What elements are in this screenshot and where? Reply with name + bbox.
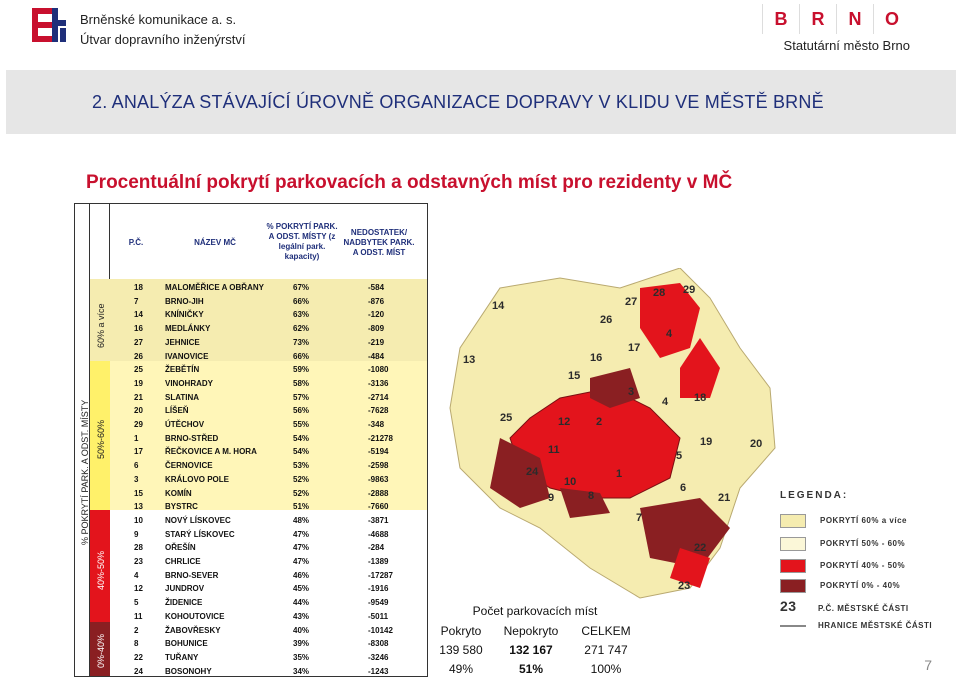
legend-swatch bbox=[780, 537, 806, 551]
count-header: Pokryto bbox=[440, 624, 482, 638]
row-district-name: BYSTRC bbox=[165, 502, 198, 512]
table-row bbox=[110, 514, 424, 527]
map-district-number: 5 bbox=[676, 450, 683, 462]
row-deficit: -484 bbox=[368, 351, 385, 361]
row-pc: 13 bbox=[134, 502, 143, 512]
row-district-name: CHRLICE bbox=[165, 557, 201, 566]
table-row bbox=[110, 404, 424, 417]
row-percent: 53% bbox=[293, 461, 310, 471]
row-deficit: -120 bbox=[368, 310, 385, 320]
row-deficit: -4688 bbox=[368, 529, 389, 539]
row-district-name: KNÍNIČKY bbox=[165, 310, 204, 320]
row-district-name: KOHOUTOVICE bbox=[165, 611, 225, 621]
table-row bbox=[110, 281, 424, 294]
row-percent: 46% bbox=[293, 570, 310, 580]
row-district-name: TUŘANY bbox=[165, 652, 199, 662]
category-label-50: 50%-60% bbox=[96, 419, 106, 459]
table-row bbox=[110, 665, 424, 678]
count-summary bbox=[428, 600, 642, 678]
row-deficit: -348 bbox=[368, 420, 385, 429]
row-deficit: -2714 bbox=[368, 392, 389, 402]
row-pc: 20 bbox=[134, 406, 143, 416]
legend-item: POKRYTÍ 0% - 40% bbox=[780, 579, 900, 593]
header-pc: P.Č. bbox=[128, 238, 144, 247]
legend-swatch bbox=[780, 514, 806, 528]
count-percent: 49% bbox=[448, 662, 474, 676]
org-name: Brněnské komunikace a. s. bbox=[80, 12, 237, 27]
row-deficit: -3136 bbox=[368, 378, 389, 388]
map-district-number: 4 bbox=[662, 396, 669, 408]
row-percent: 48% bbox=[293, 515, 310, 525]
row-deficit: -3246 bbox=[368, 652, 389, 662]
count-percent: 51% bbox=[518, 662, 544, 676]
map-district-number: 6 bbox=[680, 482, 687, 494]
map-district-number: 21 bbox=[718, 492, 731, 504]
row-deficit: -5194 bbox=[368, 447, 389, 457]
org-department: Útvar dopravního inženýrství bbox=[80, 32, 246, 47]
row-deficit: -9549 bbox=[368, 598, 389, 608]
row-deficit: -7628 bbox=[368, 406, 389, 416]
row-pc: 29 bbox=[134, 420, 143, 429]
legend-item: HRANICE MĚSTSKÉ ČÁSTI bbox=[780, 621, 932, 630]
table-row bbox=[110, 651, 424, 664]
map-district-number: 1 bbox=[616, 468, 623, 480]
row-district-name: ŽABOVŘESKY bbox=[165, 625, 221, 635]
map-district-number: 26 bbox=[600, 314, 613, 326]
map-district-number: 7 bbox=[636, 512, 643, 524]
table-row bbox=[110, 582, 424, 595]
side-label: % POKRYTÍ PARK. A ODST. MÍSTY bbox=[80, 399, 90, 545]
map-district-number: 20 bbox=[750, 438, 763, 450]
map-district-number: 18 bbox=[694, 392, 707, 404]
row-district-name: ČERNOVICE bbox=[165, 461, 213, 471]
row-deficit: -584 bbox=[368, 283, 385, 292]
count-header: CELKEM bbox=[581, 624, 631, 638]
map-district-number: 11 bbox=[548, 444, 560, 456]
row-percent: 52% bbox=[293, 488, 310, 498]
table-row bbox=[110, 295, 424, 308]
table-row bbox=[110, 596, 424, 609]
row-deficit: -1916 bbox=[368, 584, 389, 594]
row-percent: 55% bbox=[293, 420, 310, 429]
row-percent: 40% bbox=[293, 625, 310, 635]
row-pc: 19 bbox=[134, 378, 143, 388]
count-value: 139 580 bbox=[439, 643, 483, 657]
row-deficit: -1243 bbox=[368, 666, 389, 676]
row-percent: 57% bbox=[293, 392, 310, 402]
row-percent: 54% bbox=[293, 433, 310, 443]
row-pc: 10 bbox=[134, 515, 143, 525]
table-row bbox=[110, 350, 424, 363]
row-pc: 3 bbox=[134, 474, 139, 484]
legend-swatch bbox=[780, 579, 806, 593]
row-pc: 5 bbox=[134, 598, 139, 608]
map-district-number: 27 bbox=[625, 296, 638, 308]
table-row bbox=[110, 541, 424, 554]
row-percent: 62% bbox=[293, 324, 310, 334]
row-percent: 44% bbox=[293, 598, 310, 608]
row-percent: 58% bbox=[293, 378, 310, 388]
row-pc: 16 bbox=[134, 324, 143, 334]
table-row bbox=[110, 624, 424, 637]
map-district-number: 10 bbox=[564, 476, 577, 488]
count-value: 271 747 bbox=[584, 643, 628, 657]
row-deficit: -1080 bbox=[368, 365, 389, 375]
row-percent: 45% bbox=[293, 584, 310, 594]
row-district-name: NOVÝ LÍSKOVEC bbox=[165, 515, 231, 525]
row-percent: 66% bbox=[293, 351, 310, 361]
row-percent: 52% bbox=[293, 474, 310, 484]
table-row bbox=[110, 569, 424, 582]
table-row bbox=[110, 500, 424, 513]
row-district-name: LÍŠEŇ bbox=[165, 406, 189, 416]
row-deficit: -876 bbox=[368, 296, 385, 306]
header bbox=[0, 0, 960, 68]
map-district-number: 23 bbox=[678, 580, 691, 592]
slide-subtitle: Procentuální pokrytí parkovacích a odstavných míst pro rezidenty v MČ bbox=[86, 172, 733, 193]
table-row bbox=[110, 637, 424, 650]
row-pc: 25 bbox=[134, 365, 143, 375]
row-pc: 21 bbox=[134, 392, 143, 402]
row-deficit: -8308 bbox=[368, 639, 389, 649]
map-district-number: 2 bbox=[596, 416, 603, 428]
row-pc: 26 bbox=[134, 351, 143, 361]
table-row bbox=[110, 555, 424, 568]
map-district-number: 24 bbox=[526, 466, 539, 478]
row-district-name: ŘEČKOVICE A M. HORA bbox=[165, 447, 257, 457]
row-pc: 1 bbox=[134, 433, 139, 443]
table-row bbox=[110, 391, 424, 404]
legend-symbol: 23 bbox=[780, 598, 797, 614]
row-percent: 47% bbox=[293, 529, 310, 539]
page-number: 7 bbox=[924, 657, 932, 673]
row-district-name: SLATINA bbox=[165, 392, 200, 402]
table-row bbox=[110, 487, 424, 500]
row-district-name: ŽIDENICE bbox=[165, 598, 203, 608]
row-deficit: -7660 bbox=[368, 502, 389, 512]
table-row bbox=[110, 418, 424, 431]
map-district-number: 8 bbox=[588, 490, 595, 502]
row-deficit: -1389 bbox=[368, 557, 389, 566]
map-district-number: 13 bbox=[463, 354, 476, 366]
count-header: Nepokryto bbox=[503, 624, 559, 638]
table-row bbox=[110, 377, 424, 390]
map-district-number: 28 bbox=[653, 287, 666, 299]
section-title: 2. ANALÝZA STÁVAJÍCÍ ÚROVNĚ ORGANIZACE DOPRAVY V KLIDU VE MĚSTĚ BRNĚ bbox=[92, 92, 824, 112]
map-district-number: 22 bbox=[694, 542, 707, 554]
legend-line bbox=[780, 625, 806, 627]
row-district-name: MALOMĚŘICE A OBŘANY bbox=[165, 283, 264, 292]
table-row bbox=[110, 363, 424, 376]
row-deficit: -10142 bbox=[368, 625, 393, 635]
table-row bbox=[110, 322, 424, 335]
row-district-name: BRNO-STŘED bbox=[165, 433, 219, 443]
row-district-name: VINOHRADY bbox=[165, 378, 214, 388]
row-pc: 18 bbox=[134, 283, 143, 292]
table-row bbox=[110, 459, 424, 472]
header-name: NÁZEV MČ bbox=[194, 238, 236, 247]
row-percent: 66% bbox=[293, 296, 310, 306]
table-row bbox=[110, 445, 424, 458]
row-district-name: IVANOVICE bbox=[165, 351, 209, 361]
map-district-number: 3 bbox=[628, 386, 635, 398]
row-percent: 51% bbox=[293, 502, 310, 512]
map-district-number: 4 bbox=[666, 328, 673, 340]
row-district-name: MEDLÁNKY bbox=[165, 324, 211, 334]
row-percent: 59% bbox=[293, 365, 310, 375]
map-district-number: 29 bbox=[683, 284, 696, 296]
table-row bbox=[110, 308, 424, 321]
map-district-number: 12 bbox=[558, 416, 571, 428]
row-district-name: BRNO-SEVER bbox=[165, 570, 219, 580]
map-district-number: 17 bbox=[628, 342, 641, 354]
count-title: Počet parkovacích míst bbox=[472, 604, 598, 618]
legend-item: POKRYTÍ 60% a více bbox=[780, 514, 907, 528]
row-percent: 39% bbox=[293, 639, 310, 649]
table-row bbox=[110, 528, 424, 541]
count-value: 132 167 bbox=[509, 643, 553, 657]
city-label: Statutární město Brno bbox=[783, 38, 910, 53]
row-district-name: ŽEBĚTÍN bbox=[165, 365, 200, 375]
legend-swatch bbox=[780, 559, 806, 573]
row-percent: 73% bbox=[293, 337, 310, 347]
row-pc: 4 bbox=[134, 570, 139, 580]
category-label-40: 40%-50% bbox=[96, 550, 106, 590]
row-deficit: -219 bbox=[368, 337, 385, 347]
row-percent: 54% bbox=[293, 447, 310, 457]
row-pc: 8 bbox=[134, 639, 139, 649]
row-percent: 47% bbox=[293, 543, 310, 553]
legend-item: POKRYTÍ 40% - 50% bbox=[780, 559, 905, 573]
row-district-name: BOSONOHY bbox=[165, 666, 212, 676]
row-percent: 34% bbox=[293, 666, 310, 676]
row-pc: 22 bbox=[134, 652, 143, 662]
row-deficit: -3871 bbox=[368, 515, 389, 525]
category-label-60: 60% a více bbox=[96, 303, 106, 348]
map-district-number: 25 bbox=[500, 412, 513, 424]
map-district-number: 14 bbox=[492, 300, 505, 312]
table-row bbox=[110, 432, 424, 445]
row-deficit: -9863 bbox=[368, 474, 389, 484]
row-district-name: BRNO-JIH bbox=[165, 296, 204, 306]
row-deficit: -17287 bbox=[368, 570, 393, 580]
brno-letter: N bbox=[836, 4, 873, 34]
row-percent: 67% bbox=[293, 283, 310, 292]
row-pc: 11 bbox=[134, 611, 143, 621]
row-pc: 2 bbox=[134, 625, 139, 635]
row-pc: 12 bbox=[134, 584, 143, 594]
legend-title: LEGENDA: bbox=[780, 490, 849, 501]
row-pc: 9 bbox=[134, 529, 139, 539]
row-district-name: JUNDROV bbox=[165, 584, 205, 594]
map-district-number: 16 bbox=[590, 352, 603, 364]
row-pc: 14 bbox=[134, 310, 143, 320]
row-district-name: KOMÍN bbox=[165, 488, 192, 498]
map-district-number: 15 bbox=[568, 370, 581, 382]
row-deficit: -2888 bbox=[368, 488, 389, 498]
row-deficit: -21278 bbox=[368, 433, 393, 443]
brno-logo bbox=[762, 4, 910, 34]
row-pc: 17 bbox=[134, 447, 143, 457]
row-deficit: -5011 bbox=[368, 611, 389, 621]
map-district-number: 9 bbox=[548, 492, 555, 504]
row-pc: 24 bbox=[134, 666, 143, 676]
row-district-name: ÚTĚCHOV bbox=[165, 420, 205, 429]
row-deficit: -2598 bbox=[368, 461, 389, 471]
row-pc: 23 bbox=[134, 557, 143, 566]
table-row bbox=[110, 473, 424, 486]
header-deficit: NEDOSTATEK/ NADBYTEK PARK. A ODST. MÍST bbox=[343, 228, 415, 257]
row-district-name: KRÁLOVO POLE bbox=[165, 474, 230, 484]
legend-item: POKRYTÍ 50% - 60% bbox=[780, 537, 905, 551]
row-pc: 28 bbox=[134, 543, 143, 553]
row-deficit: -809 bbox=[368, 324, 385, 334]
row-district-name: STARÝ LÍSKOVEC bbox=[165, 529, 235, 539]
brno-letter: O bbox=[873, 4, 910, 34]
row-percent: 47% bbox=[293, 557, 310, 566]
row-deficit: -284 bbox=[368, 543, 385, 553]
row-percent: 56% bbox=[293, 406, 310, 416]
bkom-logo bbox=[30, 6, 68, 44]
map-district-number: 19 bbox=[700, 436, 713, 448]
row-percent: 63% bbox=[293, 310, 310, 320]
brno-letter: R bbox=[799, 4, 836, 34]
row-pc: 27 bbox=[134, 337, 143, 347]
count-percent: 100% bbox=[590, 662, 622, 676]
row-pc: 6 bbox=[134, 461, 139, 471]
table-row bbox=[110, 610, 424, 623]
category-label-0: 0%-40% bbox=[96, 633, 106, 668]
header-percent: % POKRYTÍ PARK. A ODST. MÍSTY (z legální park. kapacity) bbox=[266, 222, 338, 261]
brno-letter: B bbox=[762, 4, 799, 34]
table-row bbox=[110, 336, 424, 349]
row-district-name: OŘEŠÍN bbox=[165, 543, 196, 553]
row-district-name: BOHUNICE bbox=[165, 639, 208, 649]
row-percent: 35% bbox=[293, 652, 310, 662]
row-pc: 15 bbox=[134, 488, 143, 498]
row-district-name: JEHNICE bbox=[165, 337, 200, 347]
row-percent: 43% bbox=[293, 611, 310, 621]
row-pc: 7 bbox=[134, 296, 139, 306]
legend-item: 23 P.Č. MĚSTSKÉ ČÁSTI bbox=[780, 598, 909, 614]
